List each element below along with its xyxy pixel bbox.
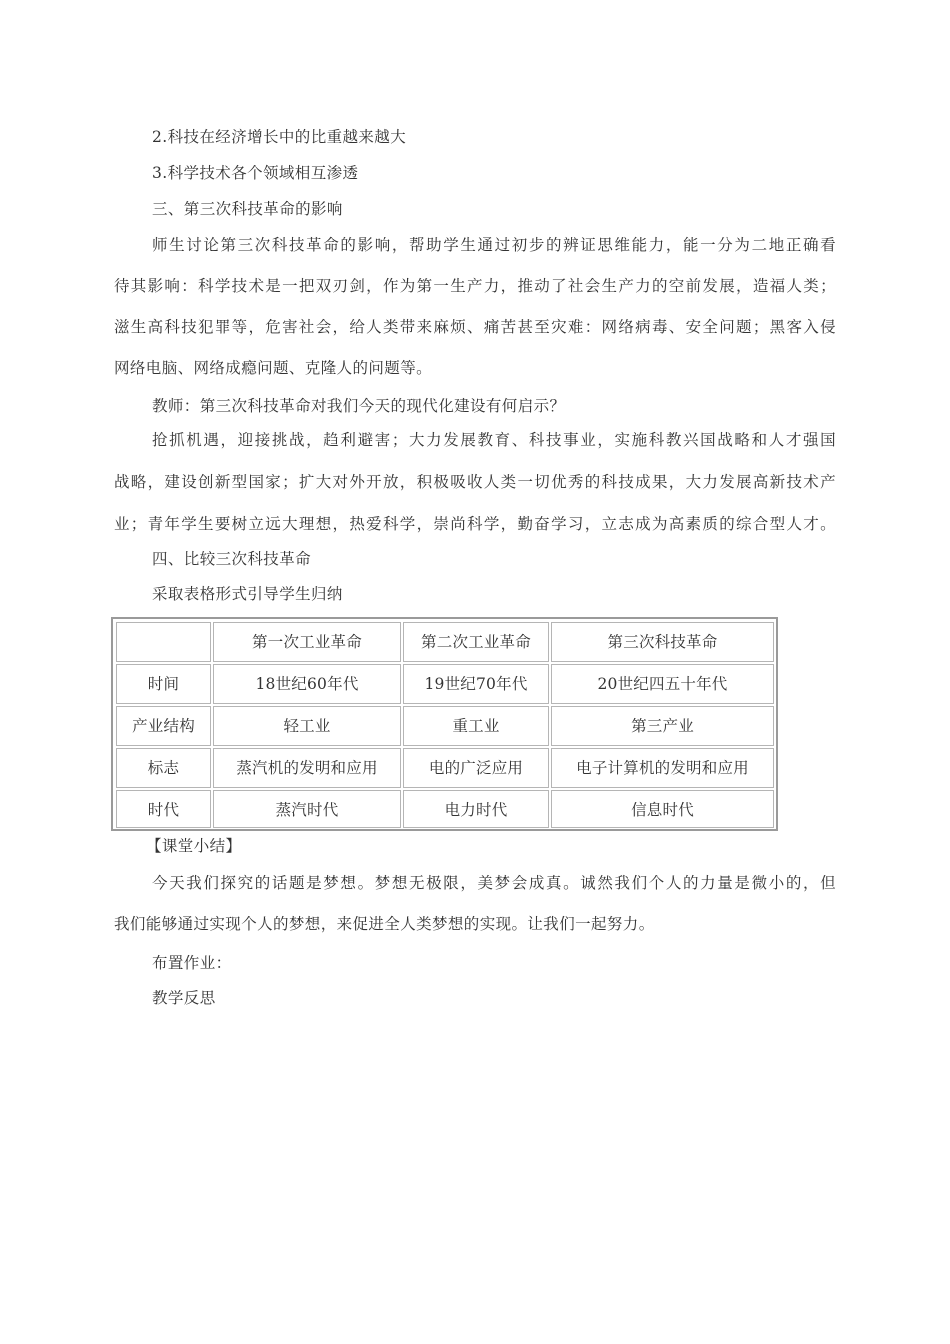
discussion-line-1: 师生讨论第三次科技革命的影响，帮助学生通过初步的辨证思维能力，能一分为二地正确看 bbox=[152, 236, 836, 254]
paragraph-point-3: 3.科学技术各个领域相互渗透 bbox=[152, 164, 359, 182]
answer-line-1: 抢抓机遇，迎接挑战，趋利避害；大力发展教育、科技事业，实施科教兴国战略和人才强国 bbox=[152, 431, 836, 449]
homework-label: 布置作业： bbox=[152, 954, 232, 972]
reflection-label: 教学反思 bbox=[152, 989, 216, 1007]
table-intro: 采取表格形式引导学生归纳 bbox=[152, 585, 343, 603]
table-cell: 蒸汽时代 bbox=[213, 790, 401, 828]
discussion-line-4: 网络电脑、网络成瘾问题、克隆人的问题等。 bbox=[114, 359, 433, 377]
table-cell: 电的广泛应用 bbox=[403, 748, 549, 788]
comparison-table bbox=[111, 617, 778, 831]
table-header-cell: 第二次工业革命 bbox=[403, 622, 549, 662]
table-row-label: 产业结构 bbox=[116, 706, 211, 746]
discussion-line-3: 滋生高科技犯罪等，危害社会，给人类带来麻烦、痛苦甚至灾难：网络病毒、安全问题；黑客入侵 bbox=[114, 318, 836, 336]
table-cell: 信息时代 bbox=[551, 790, 774, 828]
table-header-cell: 第三次科技革命 bbox=[551, 622, 774, 662]
table-row-label: 时间 bbox=[116, 664, 211, 704]
table-cell: 第三产业 bbox=[551, 706, 774, 746]
table-cell: 重工业 bbox=[403, 706, 549, 746]
paragraph-point-2: 2.科技在经济增长中的比重越来越大 bbox=[152, 128, 407, 146]
teacher-question: 教师：第三次科技革命对我们今天的现代化建设有何启示？ bbox=[152, 397, 566, 415]
table-cell: 电力时代 bbox=[403, 790, 549, 828]
summary-heading: 【课堂小结】 bbox=[146, 837, 242, 855]
table-row-label: 标志 bbox=[116, 748, 211, 788]
table-cell: 蒸汽机的发明和应用 bbox=[213, 748, 401, 788]
table-row-label: 时代 bbox=[116, 790, 211, 828]
table-cell: 电子计算机的发明和应用 bbox=[551, 748, 774, 788]
table-header-cell: 第一次工业革命 bbox=[213, 622, 401, 662]
summary-line-1: 今天我们探究的话题是梦想。梦想无极限，美梦会成真。诚然我们个人的力量是微小的，但 bbox=[152, 874, 836, 892]
answer-line-3: 业；青年学生要树立远大理想，热爱科学，崇尚科学，勤奋学习，立志成为高素质的综合型人才。 bbox=[114, 515, 836, 533]
discussion-line-2: 待其影响：科学技术是一把双刃剑，作为第一生产力，推动了社会生产力的空前发展，造福人类； bbox=[114, 277, 836, 295]
section-heading-4: 四、比较三次科技革命 bbox=[152, 550, 312, 568]
section-heading-3: 三、第三次科技革命的影响 bbox=[152, 200, 343, 218]
table-cell: 18世纪60年代 bbox=[213, 664, 401, 704]
table-cell: 轻工业 bbox=[213, 706, 401, 746]
answer-line-2: 战略，建设创新型国家；扩大对外开放，积极吸收人类一切优秀的科技成果，大力发展高新技术产 bbox=[114, 473, 836, 491]
table-cell: 20世纪四五十年代 bbox=[551, 664, 774, 704]
table-cell: 19世纪70年代 bbox=[403, 664, 549, 704]
summary-line-2: 我们能够通过实现个人的梦想，来促进全人类梦想的实现。让我们一起努力。 bbox=[114, 915, 655, 933]
table-header-cell bbox=[116, 622, 211, 662]
